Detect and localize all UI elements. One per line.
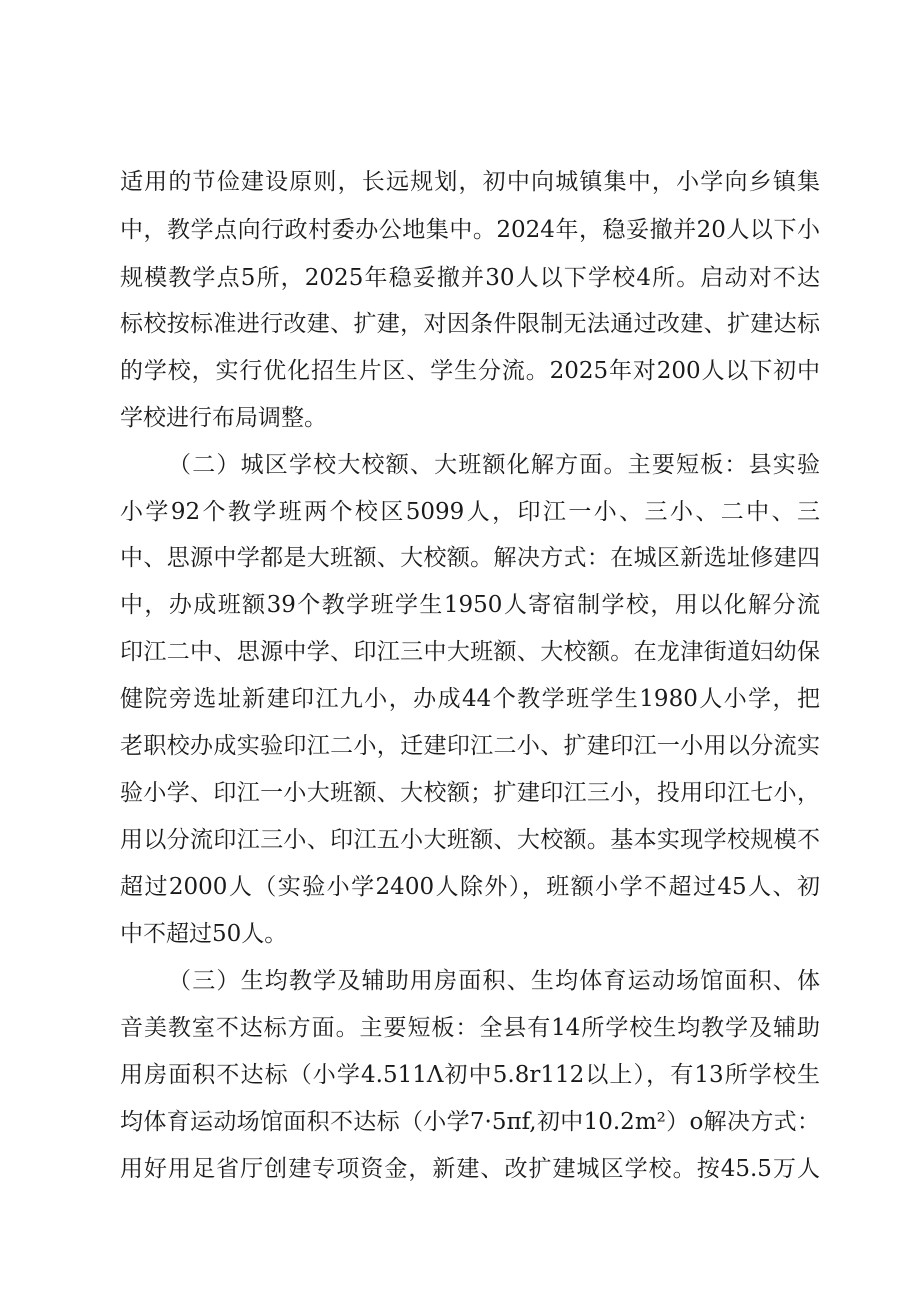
paragraph-line: 学校进行布局调整。 <box>120 405 327 431</box>
paragraph-line: 中、思源中学都是大班额、大校额。解决方式：在城区新选址修建四 <box>120 545 820 571</box>
paragraph-line: 中不超过50人。 <box>120 921 288 947</box>
paragraph-line: 用房面积不达标（小学4.511Λ初中5.8r112以上），有13所学校生 <box>120 1062 820 1088</box>
paragraph-line: 用好用足省厅创建专项资金，新建、改扩建城区学校。按45.5万人 <box>120 1156 820 1182</box>
paragraph-line: 小学92个教学班两个校区5099人，印江一小、三小、二中、三 <box>120 499 820 525</box>
paragraph-line: 超过2000人（实验小学2400人除外），班额小学不超过45人、初 <box>120 874 820 900</box>
paragraph-line: 标校按标准进行改建、扩建，对因条件限制无法通过改建、扩建达标 <box>120 311 820 337</box>
paragraph-line: 验小学、印江一小大班额、大校额；扩建印江三小，投用印江七小， <box>120 780 820 806</box>
paragraph-line: 印江二中、思源中学、印江三中大班额、大校额。在龙津街道妇幼保 <box>120 639 820 665</box>
paragraph-line: 用以分流印江三小、印江五小大班额、大校额。基本实现学校规模不 <box>120 827 820 853</box>
paragraph-line: 规模教学点5所，2025年稳妥撤并30人以下学校4所。启动对不达 <box>120 265 820 291</box>
paragraph-line: 适用的节俭建设原则，长远规划，初中向城镇集中，小学向乡镇集 <box>120 169 820 195</box>
paragraph-line: 音美教室不达标方面。主要短板：全县有14所学校生均教学及辅助 <box>120 1015 820 1041</box>
paragraph-line: 中，教学点向行政村委办公地集中。2024年，稳妥撤并20人以下小 <box>120 217 820 243</box>
section-heading-line: （二）城区学校大校额、大班额化解方面。主要短板：县实验 <box>168 452 820 478</box>
paragraph-line: 的学校，实行优化招生片区、学生分流。2025年对200人以下初中 <box>120 358 820 384</box>
paragraph-line: 健院旁选址新建印江九小，办成44个教学班学生1980人小学，把 <box>120 686 820 712</box>
section-heading-line: （三）生均教学及辅助用房面积、生均体育运动场馆面积、体 <box>168 968 820 994</box>
paragraph-line: 均体育运动场馆面积不达标（小学7·5πf,初中10.2m²）o解决方式： <box>120 1109 820 1135</box>
paragraph-line: 中，办成班额39个教学班学生1950人寄宿制学校，用以化解分流 <box>120 592 820 618</box>
paragraph-line: 老职校办成实验印江二小，迁建印江二小、扩建印江一小用以分流实 <box>120 733 820 759</box>
